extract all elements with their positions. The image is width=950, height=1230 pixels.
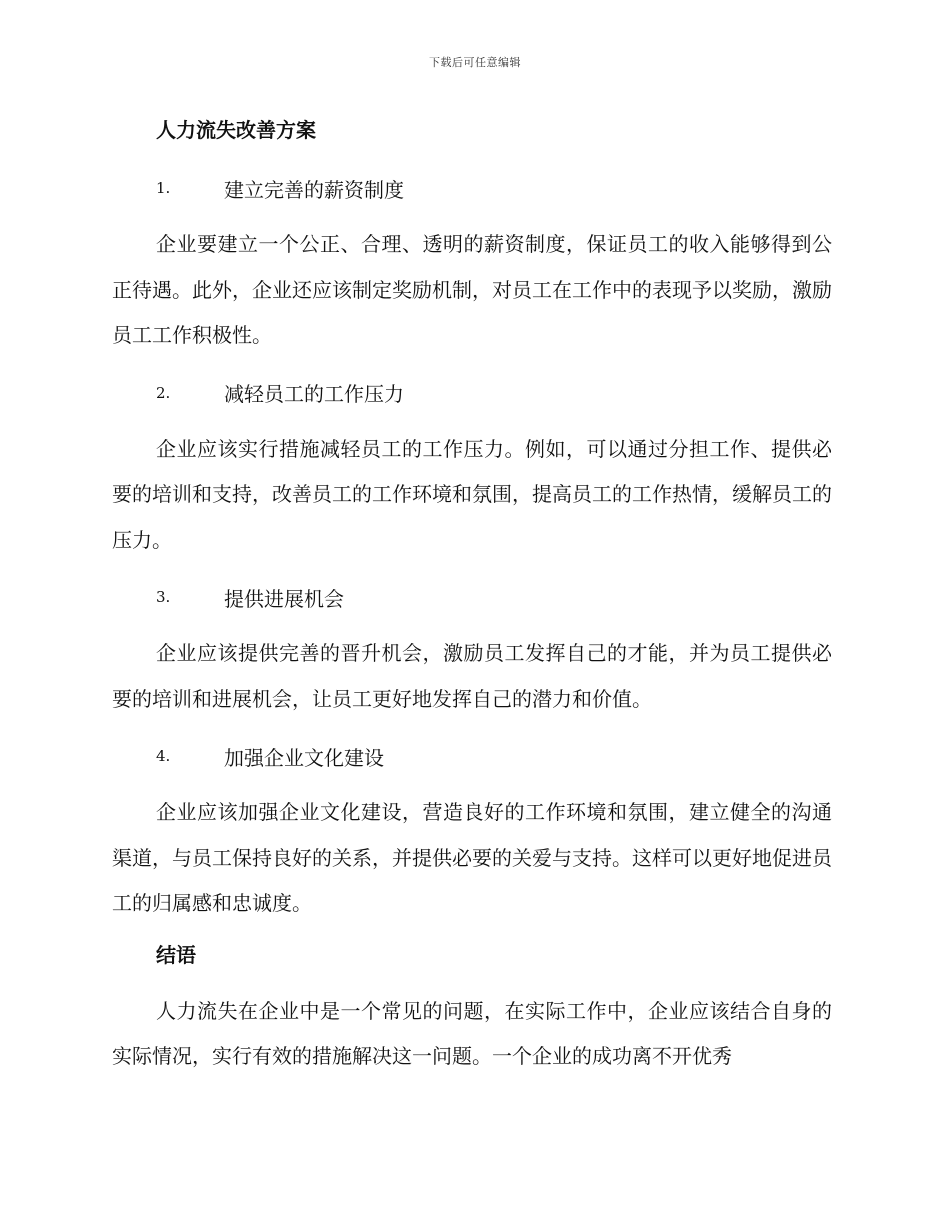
section-heading-text: 建立完善的薪资制度 [224,177,404,202]
section-number: 3. [156,588,171,606]
section-heading-text: 提供进展机会 [224,586,344,611]
section-heading-4 [156,736,832,776]
section-number: 4. [156,747,171,765]
conclusion-paragraph: 人力流失在企业中是一个常见的问题，在实际工作中，企业应该结合自身的实际情况，实行有效的措施解决这一问题。一个企业的成功离不开优秀 [112,998,832,1068]
document-title: 人力流失改善方案 [156,118,316,142]
section-heading-2 [156,373,832,413]
section-heading-text: 减轻员工的工作压力 [224,382,404,406]
section-heading-3 [156,577,832,617]
section-paragraph-3: 企业应该提供完善的晋升机会，激励员工发挥自己的才能，并为员工提供必要的培训和进展机会，让员工更好地发挥自己的潜力和价值。 [112,641,832,711]
section-paragraph-4: 企业应该加强企业文化建设，营造良好的工作环境和氛围，建立健全的沟通渠道，与员工保持良好的关系，并提供必要的关爱与支持。这样可以更好地促进员工的归属感和忠诚度。 [112,800,832,915]
section-number: 1. [156,179,171,197]
section-paragraph-2: 企业应该实行措施减轻员工的工作压力。例如，可以通过分担工作、提供必要的培训和支持，改善员工的工作环境和氛围，提高员工的工作热情，缓解员工的压力。 [112,436,832,552]
document-body [112,110,832,1080]
conclusion-heading: 结语 [156,942,196,967]
header-note: 下载后可任意编辑 [429,56,521,69]
section-paragraph-1: 企业要建立一个公正、合理、透明的薪资制度，保证员工的收入能够得到公正待遇。此外，企业还应该制定奖励机制，对员工在工作中的表现予以奖励，激励员工工作积极性。 [112,232,832,347]
section-heading-1 [156,168,832,208]
section-heading-text: 加强企业文化建设 [224,745,384,770]
section-number: 2. [156,383,171,402]
